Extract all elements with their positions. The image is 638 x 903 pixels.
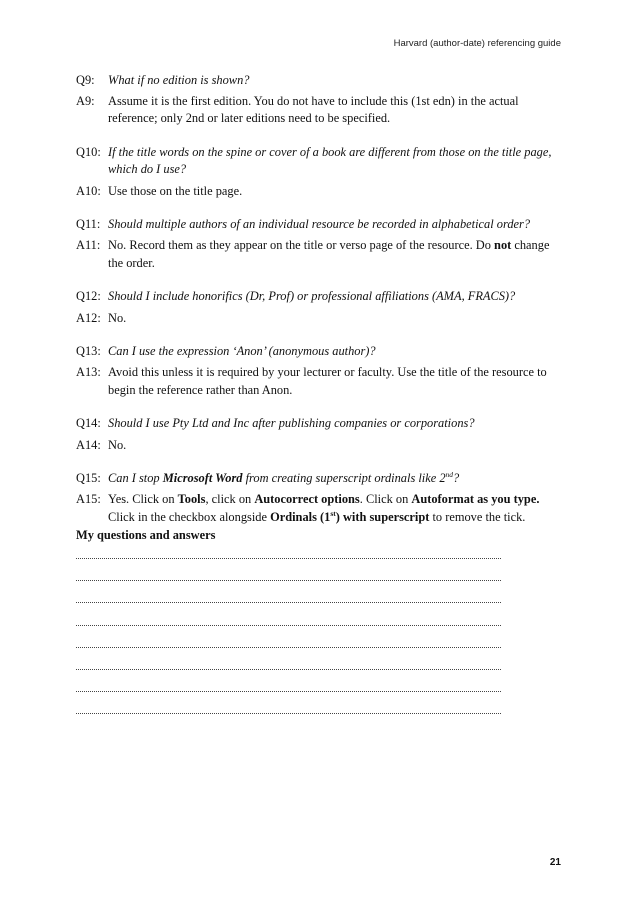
question-9 (76, 72, 566, 89)
question-tag: Q13: (76, 344, 101, 359)
answer-9 (76, 93, 566, 127)
answer-tag: A13: (76, 365, 101, 380)
answer-text-part: No. Record them as they appear on the title or verso page of the resource. Do (108, 238, 495, 253)
running-header: Harvard (author-date) referencing guide (393, 38, 561, 49)
answer-14 (76, 437, 566, 454)
answer-text-part: . Click on (359, 492, 412, 507)
question-tag: Q9: (76, 73, 95, 87)
question-emphasis: Microsoft Word (162, 471, 243, 486)
answer-15 (76, 491, 566, 525)
question-14 (76, 415, 566, 432)
question-text: What if no edition is shown? (108, 73, 250, 87)
question-text: If the title words on the spine or cover of a book are different from those on the title page, which do I use? (108, 145, 552, 177)
answer-text: Use those on the title page. (108, 183, 243, 198)
answer-10 (76, 183, 566, 200)
question-tag: Q10: (76, 145, 101, 160)
answer-11 (76, 237, 566, 271)
answer-tag: A9: (76, 94, 95, 109)
answer-emphasis: Autocorrect options (254, 492, 360, 507)
question-text (108, 470, 566, 487)
answer-text-part: change the order. (108, 238, 550, 270)
answer-13 (76, 364, 566, 398)
question-13 (76, 343, 566, 360)
answer-text-part: , click on (205, 492, 255, 507)
answer-emphasis: Autoformat as you type. (411, 492, 540, 507)
question-15 (76, 470, 566, 487)
question-10 (76, 144, 566, 178)
answer-12 (76, 310, 566, 327)
question-text-part: Can I stop (108, 471, 163, 486)
answer-tag: A14: (76, 437, 101, 452)
answer-text: No. (108, 437, 127, 452)
question-12 (76, 288, 566, 305)
writing-line (76, 677, 501, 692)
writing-line (76, 633, 501, 648)
answer-tag: A11: (76, 238, 101, 253)
answer-text (108, 491, 566, 525)
answer-text: Assume it is the first edition. You do not have to include this (1st edn) in the actual reference; only 2nd or later editions need to be specified. (108, 94, 519, 126)
faq-content (76, 72, 566, 722)
question-text: Can I use the expression ‘Anon’ (anonymous author)? (108, 344, 376, 359)
question-text: Should I use Pty Ltd and Inc after publishing companies or corporations? (108, 416, 475, 431)
question-tag: Q15: (76, 471, 101, 486)
answer-text-part: Click in the checkbox alongside (108, 509, 271, 524)
writing-line (76, 611, 501, 626)
answer-text: Avoid this unless it is required by your lecturer or faculty. Use the title of the resource to begin the reference rather than Anon. (108, 365, 547, 397)
answer-text: No. (108, 310, 127, 325)
my-questions-lines (76, 544, 566, 714)
question-text-part: from creating superscript ordinals like 2 (242, 471, 446, 486)
my-questions-heading: My questions and answers (76, 527, 216, 542)
writing-line (76, 588, 501, 603)
writing-line (76, 699, 501, 714)
page-number: 21 (549, 857, 561, 868)
writing-line (76, 655, 501, 670)
answer-emphasis (270, 510, 429, 524)
ordinal-superscript: st (330, 508, 336, 518)
answer-tag: A10: (76, 183, 101, 198)
question-text: Should multiple authors of an individual resource be recorded in alphabetical order? (108, 217, 531, 232)
writing-line (76, 544, 501, 559)
question-tag: Q12: (76, 289, 101, 304)
question-tag: Q14: (76, 416, 101, 431)
question-tag: Q11: (76, 217, 101, 232)
ordinal-superscript: nd (445, 470, 454, 480)
answer-emphasis: Tools (177, 492, 206, 507)
question-text: Should I include honorifics (Dr, Prof) or professional affiliations (AMA, FRACS)? (108, 289, 516, 304)
answer-emphasis-part: ) with superscript (335, 509, 430, 524)
answer-text-part: Yes. Click on (108, 492, 178, 507)
answer-tag: A15: (76, 492, 101, 507)
question-11 (76, 216, 566, 233)
answer-text (108, 237, 566, 271)
answer-tag: A12: (76, 310, 101, 325)
writing-line (76, 566, 501, 581)
question-text-part: ? (453, 471, 460, 486)
answer-text-part: to remove the tick. (429, 509, 526, 524)
answer-emphasis: not (494, 238, 512, 253)
answer-emphasis-part: Ordinals (1 (270, 509, 331, 524)
